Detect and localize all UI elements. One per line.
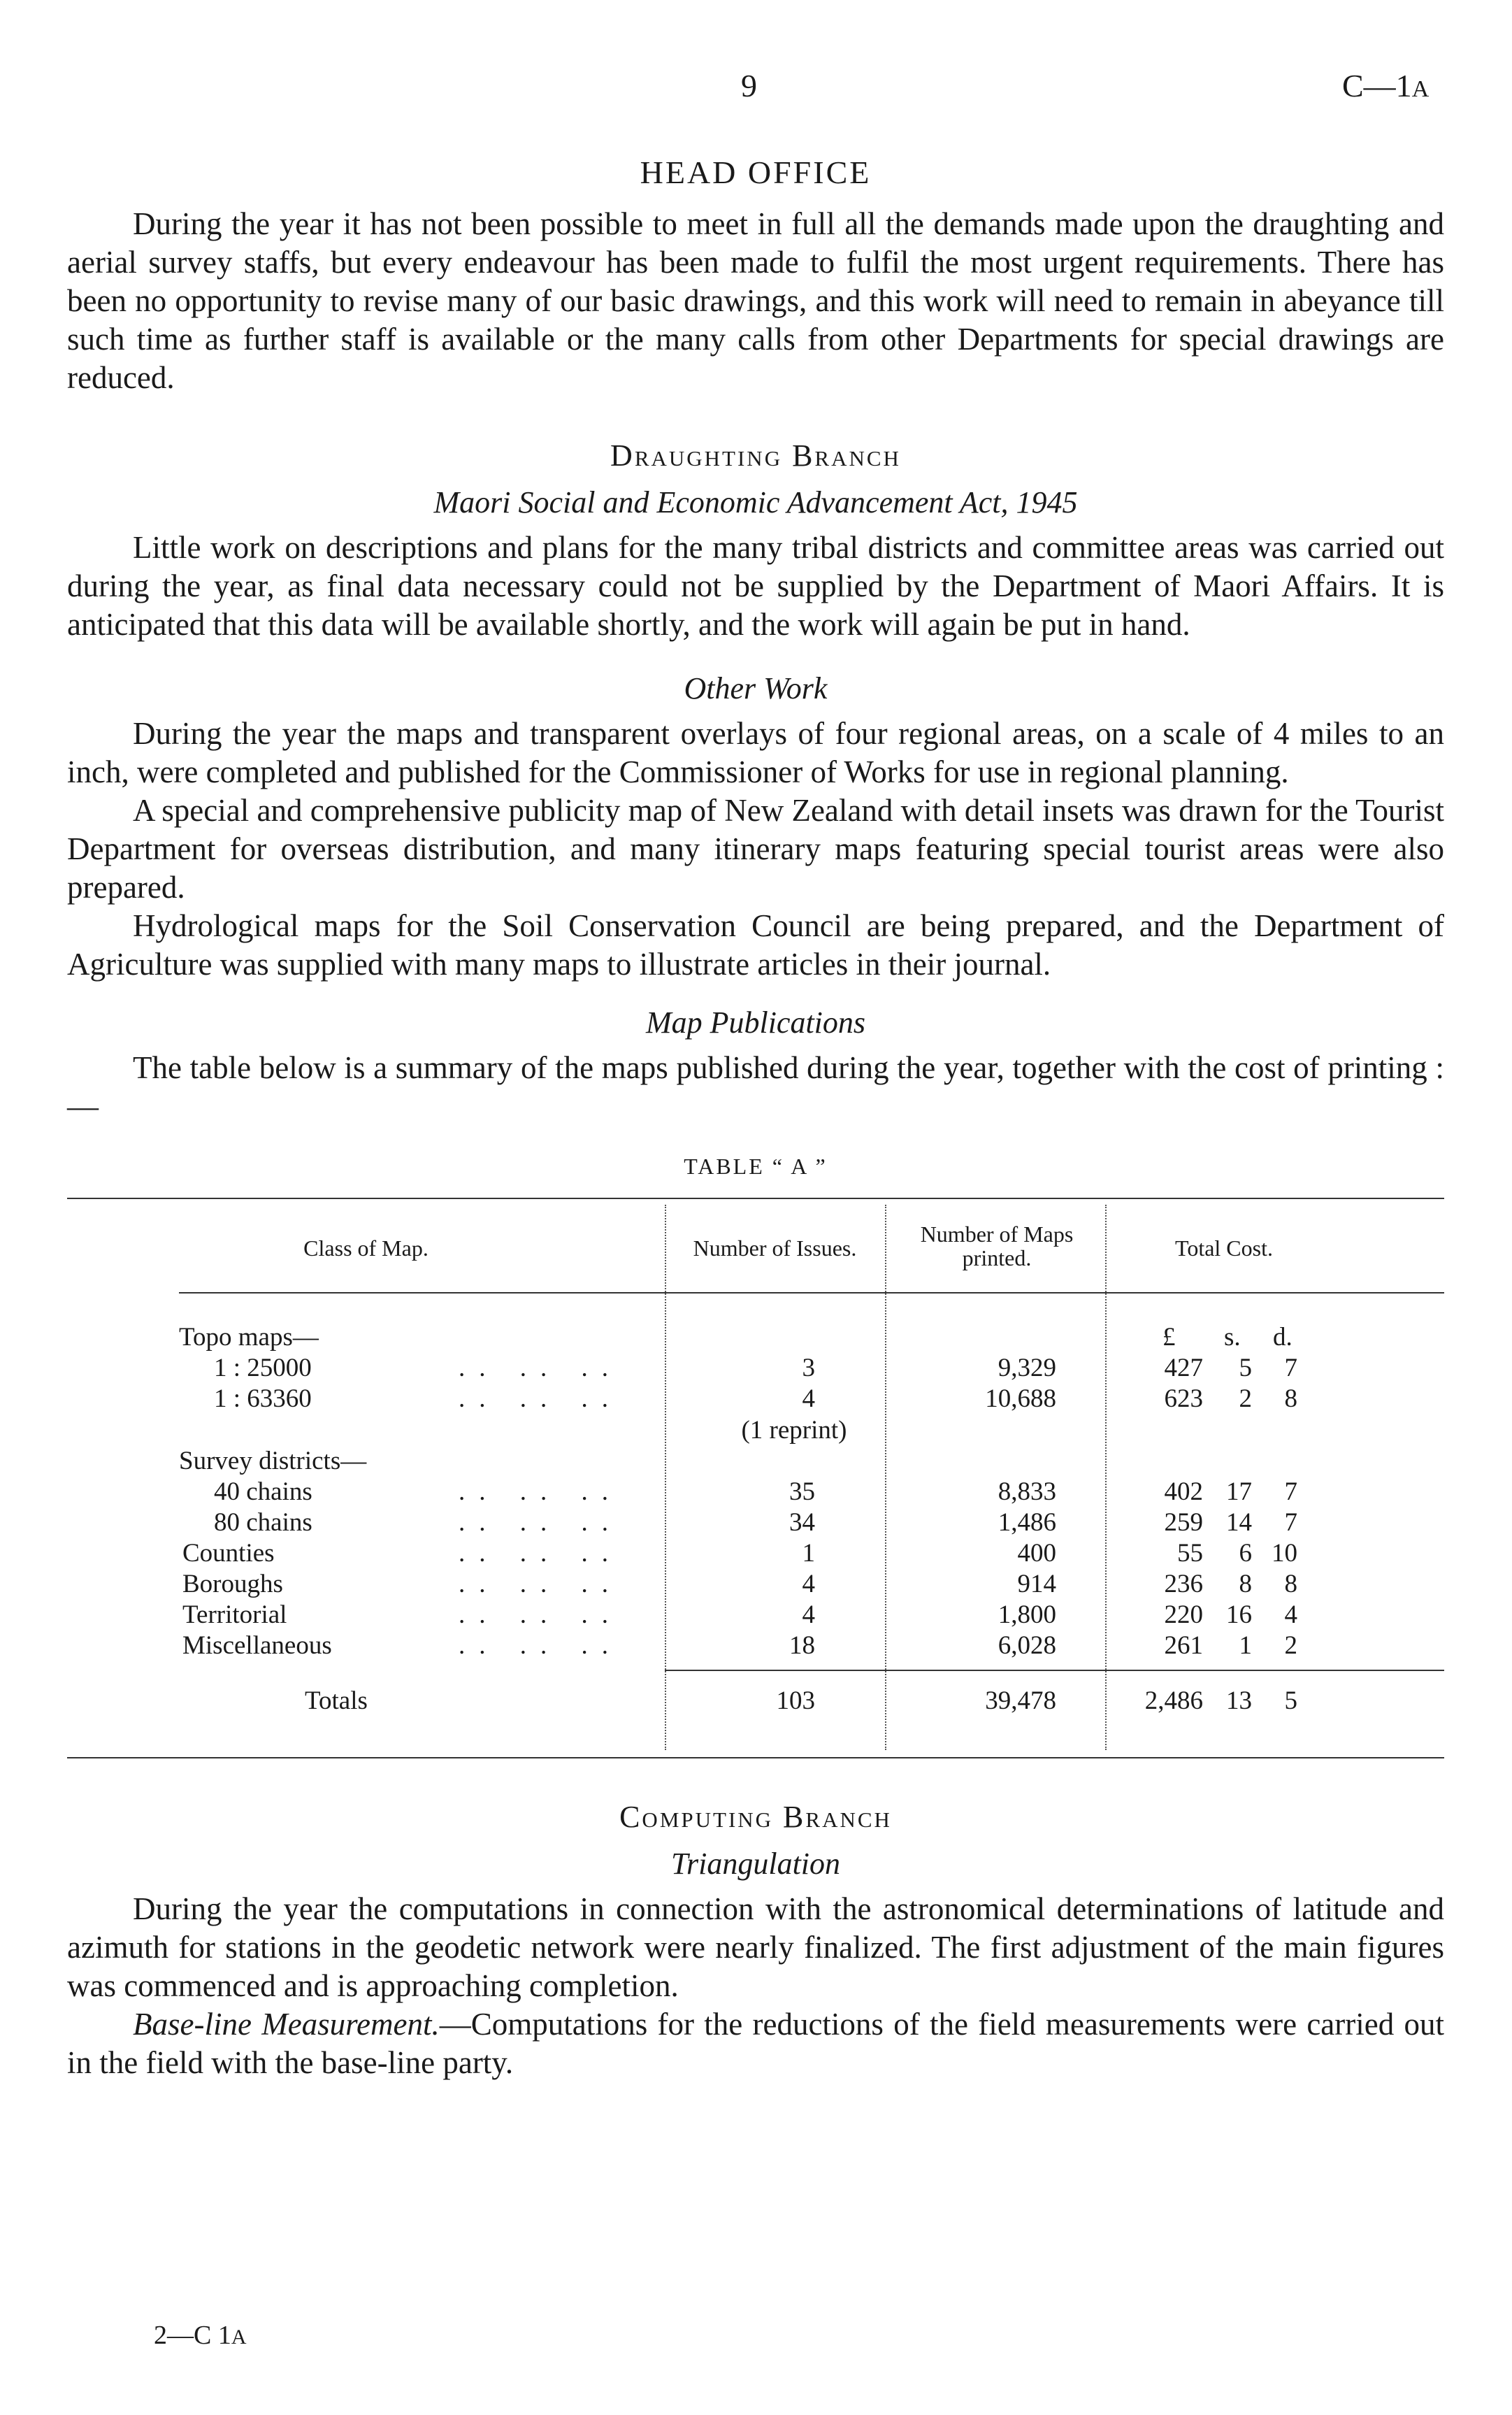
row-pence: 8: [1284, 1384, 1297, 1413]
row-pounds: 236: [1164, 1570, 1203, 1598]
row-issues: 18: [789, 1631, 815, 1660]
group-label-topo: Topo maps—: [179, 1323, 319, 1352]
row-pence: 7: [1284, 1477, 1297, 1506]
footer-sub: A: [231, 2326, 247, 2349]
leader-dots: .. .. ..: [459, 1354, 622, 1382]
row-label: 1 : 63360: [214, 1384, 312, 1413]
computing-branch-title: Computing Branch: [619, 1800, 892, 1834]
doc-ref-sub: A: [1411, 76, 1430, 102]
row-pounds: 55: [1177, 1539, 1203, 1568]
row-issues: 4: [802, 1384, 815, 1413]
row-pounds: 623: [1164, 1384, 1203, 1413]
row-label: 80 chains: [214, 1508, 312, 1537]
document-reference: [1342, 67, 1429, 104]
row-pence: 8: [1284, 1570, 1297, 1598]
row-shillings: 2: [1239, 1384, 1252, 1413]
base-line-lead: Base-line Measurement.: [133, 2007, 440, 2042]
row-shillings: 17: [1226, 1477, 1252, 1506]
leader-dots: .. .. ..: [459, 1384, 622, 1413]
row-issues: 1: [802, 1539, 815, 1568]
leader-dots: .. .. ..: [459, 1570, 622, 1598]
leader-dots: .. .. ..: [459, 1631, 622, 1660]
content: [67, 154, 1444, 2082]
triangulation-subtitle: Triangulation: [670, 1847, 841, 1881]
row-pounds: 261: [1164, 1631, 1203, 1660]
table-caption: TABLE “ A ”: [684, 1154, 828, 1179]
unit-pounds: £: [1162, 1323, 1176, 1352]
row-pounds: 259: [1164, 1508, 1203, 1537]
row-label: 40 chains: [214, 1477, 312, 1506]
row-printed: 1,486: [998, 1508, 1056, 1537]
row-label: Boroughs: [182, 1570, 283, 1598]
totals-label: Totals: [305, 1686, 368, 1715]
row-pence: 7: [1284, 1354, 1297, 1382]
other-work-paragraph-1: During the year the maps and transparent overlays of four regional areas, on a scale of 4 miles to an inch, were completed and published for the Commissioner of Works for use in regional planning.: [67, 716, 1444, 789]
map-table: [67, 1198, 1444, 1778]
totals-shillings: 13: [1226, 1686, 1252, 1715]
head-office-title: HEAD OFFICE: [640, 155, 872, 190]
leader-dots: .. .. ..: [459, 1600, 622, 1629]
row-printed: 9,329: [998, 1354, 1056, 1382]
row-label: Counties: [182, 1539, 275, 1568]
leader-dots: .. .. ..: [459, 1539, 622, 1568]
doc-ref-main: C—1: [1342, 68, 1412, 103]
table-bottom-rule: [67, 1757, 1444, 1758]
row-shillings: 8: [1239, 1570, 1252, 1598]
leader-dots: .. .. ..: [459, 1477, 622, 1506]
group-label-survey: Survey districts—: [179, 1447, 367, 1475]
other-work-paragraph-3: Hydrological maps for the Soil Conservation Council are being prepared, and the Department of Agriculture was supplied with many maps to illustrate articles in their journal.: [67, 908, 1444, 982]
leader-dots: .. .. ..: [459, 1508, 622, 1537]
row-issues: 4: [802, 1600, 815, 1629]
header-total-cost: Total Cost.: [1175, 1235, 1273, 1261]
row-printed: 6,028: [998, 1631, 1056, 1660]
draughting-branch-title: Draughting Branch: [610, 438, 901, 473]
row-pounds: 220: [1164, 1600, 1203, 1629]
row-printed: 8,833: [998, 1477, 1056, 1506]
other-work-subtitle: Other Work: [684, 671, 828, 705]
row-pence: 4: [1284, 1600, 1297, 1629]
row-label: 1 : 25000: [214, 1354, 312, 1382]
row-pence: 2: [1284, 1631, 1297, 1660]
maori-act-subtitle: Maori Social and Economic Advancement Act, 1945: [433, 485, 1078, 519]
row-shillings: 1: [1239, 1631, 1252, 1660]
other-work-paragraph-2: A special and comprehensive publicity map of New Zealand with detail insets was drawn for the Tourist Department for overseas distribution, and many itinerary maps featuring special tourist areas were also prepared.: [67, 793, 1444, 905]
row-pence: 10: [1272, 1539, 1297, 1568]
reprint-note: (1 reprint): [741, 1416, 847, 1445]
triangulation-paragraph: During the year the computations in connection with the astronomical determinations of latitude and azimuth for stations in the geodetic network were nearly finalized. The first adjustment of the main figures was commenced and is approaching completion.: [67, 1891, 1444, 2003]
row-printed: 10,688: [985, 1384, 1056, 1413]
header-number-of-issues: Number of Issues.: [693, 1235, 857, 1261]
maori-act-paragraph: Little work on descriptions and plans for the many tribal districts and committee areas was carried out during the year, as final data necessary could not be supplied by the Department of Maori Affairs. It is anticipated that this data will be available shortly, and the work will again be put in hand.: [67, 530, 1444, 642]
unit-shillings: s.: [1224, 1323, 1241, 1352]
page-number: 9: [741, 68, 757, 103]
header-class-of-map: Class of Map.: [303, 1235, 429, 1261]
totals-printed: 39,478: [985, 1686, 1056, 1715]
row-issues: 34: [789, 1508, 815, 1537]
row-shillings: 14: [1226, 1508, 1252, 1537]
totals-rule: [665, 1670, 1444, 1671]
row-printed: 1,800: [998, 1600, 1056, 1629]
row-pounds: 427: [1164, 1354, 1203, 1382]
row-pounds: 402: [1164, 1477, 1203, 1506]
row-pence: 7: [1284, 1508, 1297, 1537]
map-publications-paragraph: The table below is a summary of the maps published during the year, together with the cost of printing :—: [67, 1050, 1444, 1124]
head-office-paragraph: During the year it has not been possible to meet in full all the demands made upon the draughting and aerial survey staffs, but every endeavour has been made to fulfil the most urgent requirements. There has been no opportunity to revise many of our basic drawings, and this work will need to remain in abeyance till such time as further staff is available or the many calls from other Departments for special drawings are reduced.: [67, 206, 1444, 395]
table-top-rule: [67, 1198, 1444, 1199]
totals-issues: 103: [776, 1686, 815, 1715]
row-shillings: 5: [1239, 1354, 1252, 1382]
footer-reference: [154, 2320, 247, 2351]
row-printed: 914: [1017, 1570, 1056, 1598]
map-publications-subtitle: Map Publications: [645, 1005, 866, 1040]
row-issues: 3: [802, 1354, 815, 1382]
row-shillings: 16: [1226, 1600, 1252, 1629]
totals-pence: 5: [1284, 1686, 1297, 1715]
row-label: Miscellaneous: [182, 1631, 332, 1660]
row-issues: 35: [789, 1477, 815, 1506]
row-label: Territorial: [182, 1600, 287, 1629]
table-header-rule: [179, 1292, 1444, 1294]
footer-main: 2—C 1: [154, 2321, 231, 2350]
unit-pence: d.: [1273, 1323, 1293, 1352]
base-line-text: —Computations for the reductions of the field measurements were carried out in the field with the base-line party.: [67, 2007, 1444, 2080]
header-maps-printed: Number of Maps printed.: [920, 1221, 1074, 1270]
row-shillings: 6: [1239, 1539, 1252, 1568]
totals-pounds: 2,486: [1144, 1686, 1203, 1715]
row-issues: 4: [802, 1570, 815, 1598]
base-line-paragraph: [67, 2005, 1444, 2082]
row-printed: 400: [1017, 1539, 1056, 1568]
